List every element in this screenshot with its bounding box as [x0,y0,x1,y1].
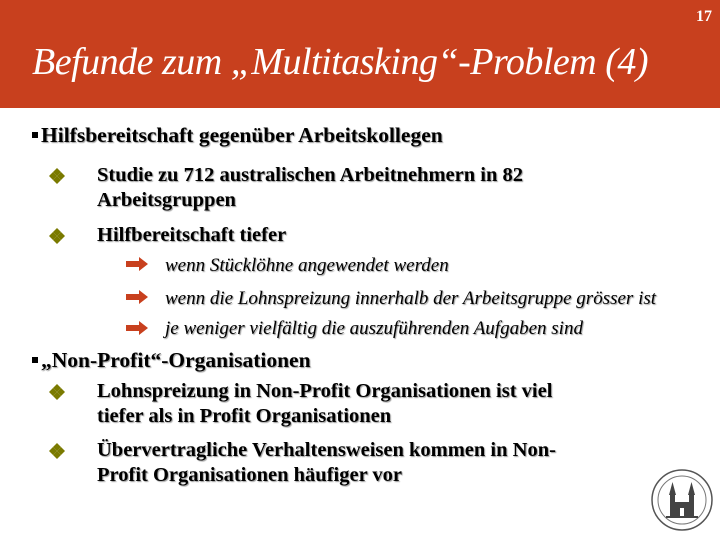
square-bullet-icon [32,132,38,138]
item-line: Arbeitsgruppen [97,189,236,211]
item-line: Profit Organisationen häufiger vor [97,464,403,486]
slide-title: Befunde zum „Multitasking“-Problem (4) [32,41,649,83]
section-heading-text: Hilfsbereitschaft gegenüber Arbeitskollegen [41,123,443,147]
university-seal-icon [650,468,714,532]
diamond-bullet-icon [48,227,66,245]
item-line: Studie zu 712 australischen Arbeitnehmern in 82 [97,164,523,186]
right-arrow-icon [125,289,149,305]
right-arrow-icon [125,256,149,272]
item-line: tiefer als in Profit Organisationen [97,405,392,427]
subitem-line: je weniger vielfältig die auszuführenden Aufgaben sind [165,318,583,339]
diamond-bullet-icon [48,167,66,185]
page-number: 17 [696,8,712,25]
diamond-bullet-icon [48,442,66,460]
subitem-line: wenn Stücklöhne angewendet werden [165,255,449,276]
square-bullet-icon [32,357,38,363]
item-line: Lohnspreizung in Non-Profit Organisationen ist viel [97,380,553,402]
diamond-bullet-icon [48,383,66,401]
right-arrow-icon [125,320,149,336]
item-line: Übervertragliche Verhaltensweisen kommen in Non- [97,439,556,461]
section-heading-2 [32,348,311,373]
section-heading-1 [32,123,443,148]
subitem-line: wenn die Lohnspreizung innerhalb der Arbeitsgruppe grösser ist [165,288,657,309]
section-heading-text: „Non-Profit“-Organisationen [41,348,311,372]
item-line: Hilfbereitschaft tiefer [97,224,287,246]
